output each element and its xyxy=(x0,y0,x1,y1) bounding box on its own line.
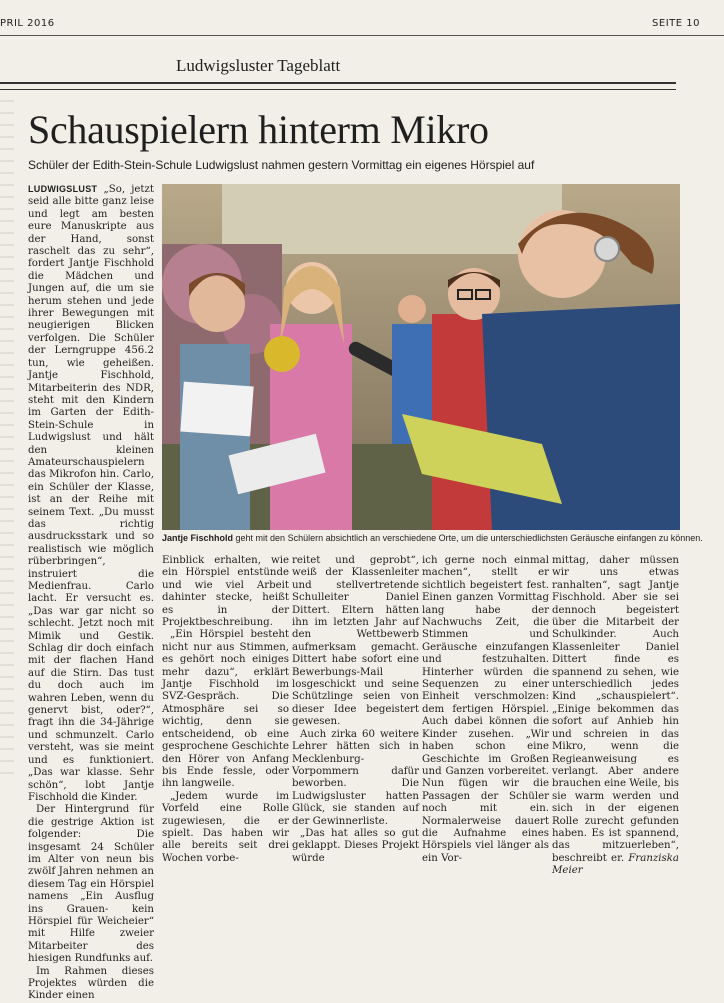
article-column-5 xyxy=(552,555,679,877)
column-1-text: „So, jetzt seid alle bitte ganz leise und legt am besten eure Manuskripte aus der Hand, sonst raschelt das zu sehr“, fordert Jantje Fischhold die Mädchen und Jungen auf, die um sie herum stehen und jede ihrer Bewegungen mit neugierigen Blicken verfolgen. Die Schüler der Lerngruppe 456.2 tun, wie geheißen. Jantje Fischhold, Mitarbeiterin des NDR, steht mit den Kindern im Garten der Edith-Stein-Schule in Ludwigslust und hält den kleinen Amateurschauspielern das Mikrofon hin. Carlo, ein Schüler der Klasse, ist an der Reihe mit seinem Text. „Du musst das richtig ausdrucksstark und so realistisch wie möglich rüberbringen“, instruiert die Medienfrau. Carlo lacht. Er versucht es. „Das war gar nicht so schlecht. Jetzt noch mit Mimik und Gestik. Schlag dir doch einfach mit der flachen Hand auf die Stirn. Das tust du doch auch im wahren Leben, wenn du genervt bist, oder?“, fragt ihn die 34-Jährige und schmunzelt. Carlo versteht, was sie meint und es funktioniert. „Das war klasse. Sehr schön“, lobt Jantje Fischhold die Kinder. xyxy=(28,184,154,803)
adjacent-page-edge xyxy=(0,100,14,780)
column-3-paragraph-2: Auch zirka 60 weitere Lehrer hätten sich in Mecklenburg-Vorpommern dafür beworben. Die Ludwigsluster hatten Glück, sie standen auf der Gewinnerliste. xyxy=(292,728,419,827)
adjacent-article-edge xyxy=(678,110,724,200)
header-rule xyxy=(0,35,724,36)
article-column-3 xyxy=(292,555,419,864)
column-3-text: reitet und geprobt“, weiß der Klassenleiter und stellvertretende Schulleiter Daniel Dittert. Eltern hätten ihn im letzten Jahr auf den Wettbewerb aufmerksam gemacht. Dittert habe sofort eine Bewerbungs-Mail losgeschickt und seine Schützlinge seien von dieser Idee begeistert gewesen. xyxy=(292,555,419,728)
article-headline: Schauspielern hinterm Mikro xyxy=(28,107,489,152)
article-subline: Schüler der Edith-Stein-Schule Ludwigslust nahmen gestern Vormittag ein eigenes Hörspiel auf xyxy=(28,158,535,172)
dateline: LUDWIGSLUST xyxy=(28,184,98,194)
article-column-1 xyxy=(28,183,154,1002)
caption-name: Jantje Fischhold xyxy=(162,533,234,543)
column-1-paragraph-3: Im Rahmen dieses Projektes würden die Kinder einen xyxy=(28,965,154,1002)
article-column-2 xyxy=(162,555,289,864)
page-number: SEITE 10 xyxy=(652,18,700,29)
caption-text: geht mit den Schülern absichtlich an verschiedene Orte, um die unterschiedlichsten Geräusche einfangen zu können. xyxy=(235,533,703,543)
column-3-paragraph-3: „Das hat alles so gut geklappt. Dieses Projekt würde xyxy=(292,827,419,864)
article-photo xyxy=(162,184,680,530)
column-5-text: mittag, daher müssen wir uns etwas ranhalten“, sagt Jantje Fischhold. Aber sie sei dennoch begeistert über die Mitarbeit der Schulkinder. Auch Klassenleiter Daniel Dittert finde es spannend zu sehen, wie unterschiedlich jedes Kind „schauspielert“. „Einige bekommen das sofort auf Anhieb hin und schreien in das Mikro, wenn die Regieanweisung es verlangt. Aber andere brauchen eine Weile, bis sie warm werden und sich in der eigenen Rolle zurecht gefunden haben. Es ist spannend, das mitzuerleben“, beschreibt er. xyxy=(552,555,679,864)
photo-illustration xyxy=(162,184,680,530)
column-2-paragraph-3: „Jedem wurde im Vorfeld eine Rolle zugewiesen, die er spielt. Das haben wir alle bereits seit drei Wochen vorbe- xyxy=(162,790,289,864)
article-author: Franziska Meier xyxy=(552,852,679,877)
article-column-4 xyxy=(422,555,549,864)
column-4-text: ich gerne noch einmal machen“, stellt er sichtlich begeistert fest. Einen ganzen Vormittag lang habe der Nachwuchs Zeit, die Stimmen und Geräusche einzufangen und festzuhalten. Hinterher würden die Sequenzen zu einer Einheit verschmolzen: dem fertigen Hörspiel. Auch dabei können die Kinder zusehen. „Wir haben schon eine Geschichte im Großen und Ganzen vorbereitet. Nun fügen wir die Passagen der Schüler noch mit ein. Normalerweise dauert die Aufnahme eines Hörspiels viel länger als ein Vor- xyxy=(422,555,549,864)
column-1-paragraph-2: Der Hintergrund für die gestrige Aktion ist folgender: Die insgesamt 24 Schüler im Alter von neun bis zwölf Jahren nehmen an diesem Tag ein Hörspiel namens „Ein Ausflug ins Grauen- kein Hörspiel für Weicheier“ mit Hilfe zweier Mitarbeiter des hiesigen Rundfunks auf. xyxy=(28,804,154,965)
photo-caption xyxy=(162,533,703,543)
column-2-paragraph-2: „Ein Hörspiel besteht nicht nur aus Stimmen, es gehört noch einiges mehr dazu“, erklärt Jantje Fischhold im SVZ-Gespräch. Die Atmosphäre sei so wichtig, denn sie entscheidend, ob eine gesprochene Geschichte den Hörer von Anfang bis Ende fessle, oder ihn langweile. xyxy=(162,629,289,790)
issue-date: PRIL 2016 xyxy=(0,18,55,29)
newspaper-name: Ludwigsluster Tageblatt xyxy=(176,56,341,75)
masthead-rule xyxy=(0,82,676,90)
column-2-text: Einblick erhalten, wie ein Hörspiel entstünde und wie viel Arbeit dahinter stecke, heißt es in der Projektbeschreibung. xyxy=(162,555,289,629)
